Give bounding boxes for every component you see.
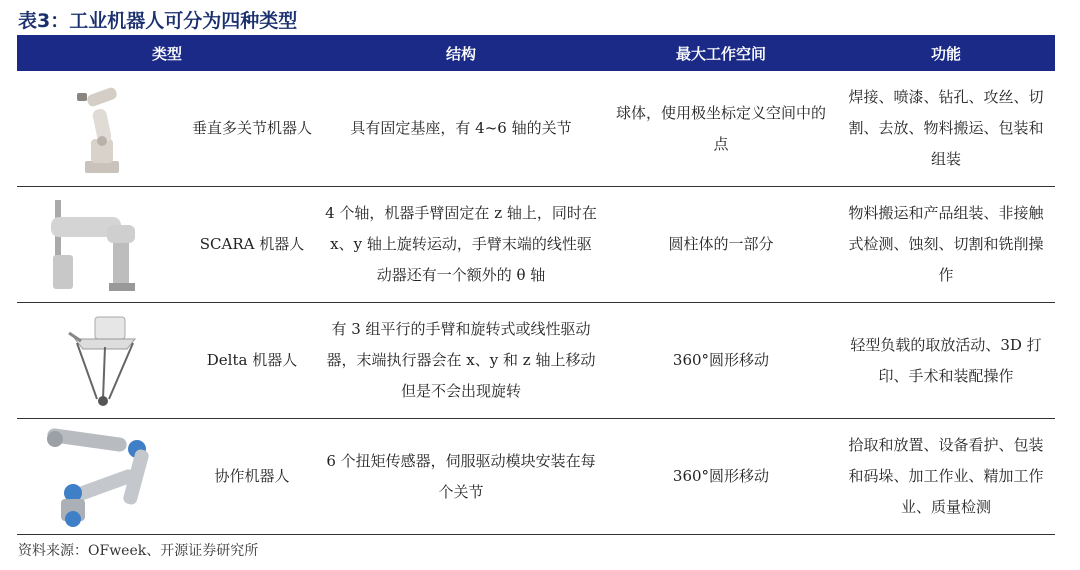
row-type: SCARA 机器人 [199, 235, 305, 253]
row-function: 物料搬运和产品组装、非接触式检测、蚀刻、切割和铣削操作 [848, 204, 1044, 284]
scara-robot-icon [17, 187, 187, 302]
table-row [17, 71, 1055, 187]
row-type: 协作机器人 [214, 467, 290, 485]
row-structure: 有 3 组平行的手臂和旋转式或线性驱动器，末端执行器会在 x、y 和 z 轴上移动但是不会出现旋转 [326, 320, 596, 400]
delta-robot-icon [17, 303, 187, 418]
table-row [17, 303, 1055, 419]
row-workspace: 360°圆形移动 [672, 467, 770, 485]
header-structure: 结构 [445, 44, 476, 63]
row-structure: 6 个扭矩传感器，伺服驱动模块安装在每个关节 [326, 451, 596, 501]
row-workspace: 圆柱体的一部分 [668, 235, 774, 253]
table-row [17, 187, 1055, 303]
row-function: 轻型负载的取放活动、3D 打印、手术和装配操作 [850, 335, 1042, 385]
row-type: Delta 机器人 [206, 351, 298, 369]
row-structure: 4 个轴，机器手臂固定在 z 轴上，同时在 x、y 轴上旋转运动，手臂末端的线性驱动器还有一个额外的 θ 轴 [325, 204, 597, 284]
source-note: 资料来源：OFweek、开源证券研究所 [18, 543, 259, 559]
row-structure: 具有固定基座，有 4~6 轴的关节 [350, 119, 572, 137]
row-type: 垂直多关节机器人 [191, 119, 312, 137]
row-function: 焊接、喷漆、钻孔、攻丝、切割、去放、物料搬运、包装和组装 [848, 88, 1044, 168]
articulated-robot-icon [17, 71, 187, 186]
row-function: 拾取和放置、设备看护、包装和码垛、加工作业、精加工作业、质量检测 [848, 436, 1044, 516]
row-workspace: 球体，使用极坐标定义空间中的点 [615, 103, 826, 153]
table-row [17, 419, 1055, 535]
robot-types-table [17, 35, 1055, 535]
header-workspace: 最大工作空间 [675, 44, 766, 63]
table-header [17, 35, 1055, 71]
header-type: 类型 [151, 44, 182, 63]
header-function: 功能 [930, 44, 961, 63]
collaborative-robot-icon [17, 419, 187, 534]
table-title: 表3：工业机器人可分为四种类型 [18, 10, 298, 32]
row-workspace: 360°圆形移动 [672, 351, 770, 369]
